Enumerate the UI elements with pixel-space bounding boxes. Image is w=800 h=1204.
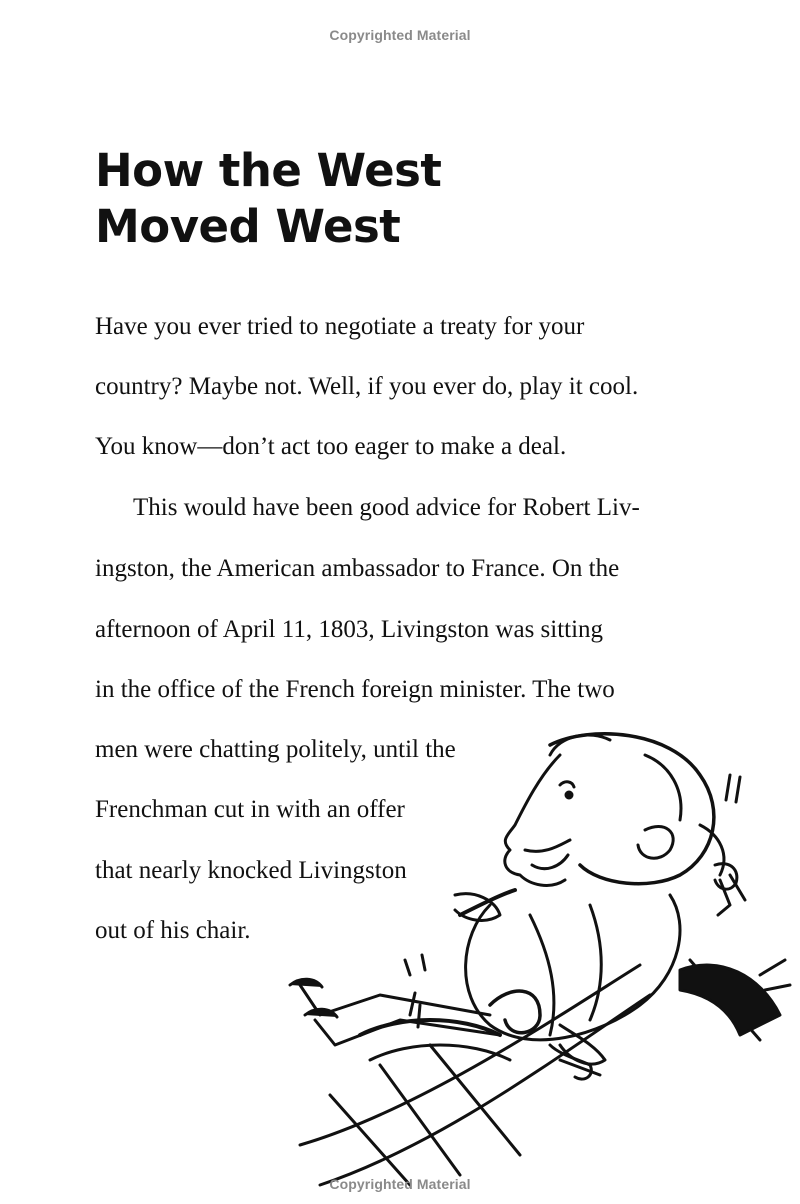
body-line-10: that nearly knocked Livingston — [95, 857, 407, 884]
body-line-3: You know—don’t act too eager to make a deal. — [95, 433, 567, 460]
body-line-9: Frenchman cut in with an offer — [95, 796, 405, 823]
body-line-6: afternoon of April 11, 1803, Livingston was sitting — [95, 616, 604, 643]
body-line-5: ingston, the American ambassador to France. On the — [95, 555, 620, 582]
chapter-title-line-2: Moved West — [95, 200, 401, 253]
livingston-chair-illustration — [260, 715, 800, 1204]
surprise-marks-icon — [405, 775, 790, 990]
coat-icon — [455, 890, 680, 1064]
copyright-watermark-top: Copyrighted Material — [329, 27, 471, 43]
body-line-7: in the office of the French foreign minister. The two — [95, 676, 615, 703]
chair-icon — [300, 960, 780, 1185]
chapter-title-line-1: How the West — [95, 144, 442, 197]
hands-icon — [550, 1045, 600, 1079]
chapter-title — [95, 143, 441, 255]
head-icon — [505, 734, 745, 915]
body-line-2: country? Maybe not. Well, if you ever do, play it cool. — [95, 373, 639, 400]
copyright-watermark-bottom: Copyrighted Material — [329, 1176, 471, 1192]
body-line-11: out of his chair. — [95, 917, 251, 944]
body-line-4: This would have been good advice for Robert Liv- — [133, 494, 640, 521]
body-line-8: men were chatting politely, until the — [95, 736, 456, 763]
body-line-1: Have you ever tried to negotiate a treaty for your — [95, 313, 585, 340]
